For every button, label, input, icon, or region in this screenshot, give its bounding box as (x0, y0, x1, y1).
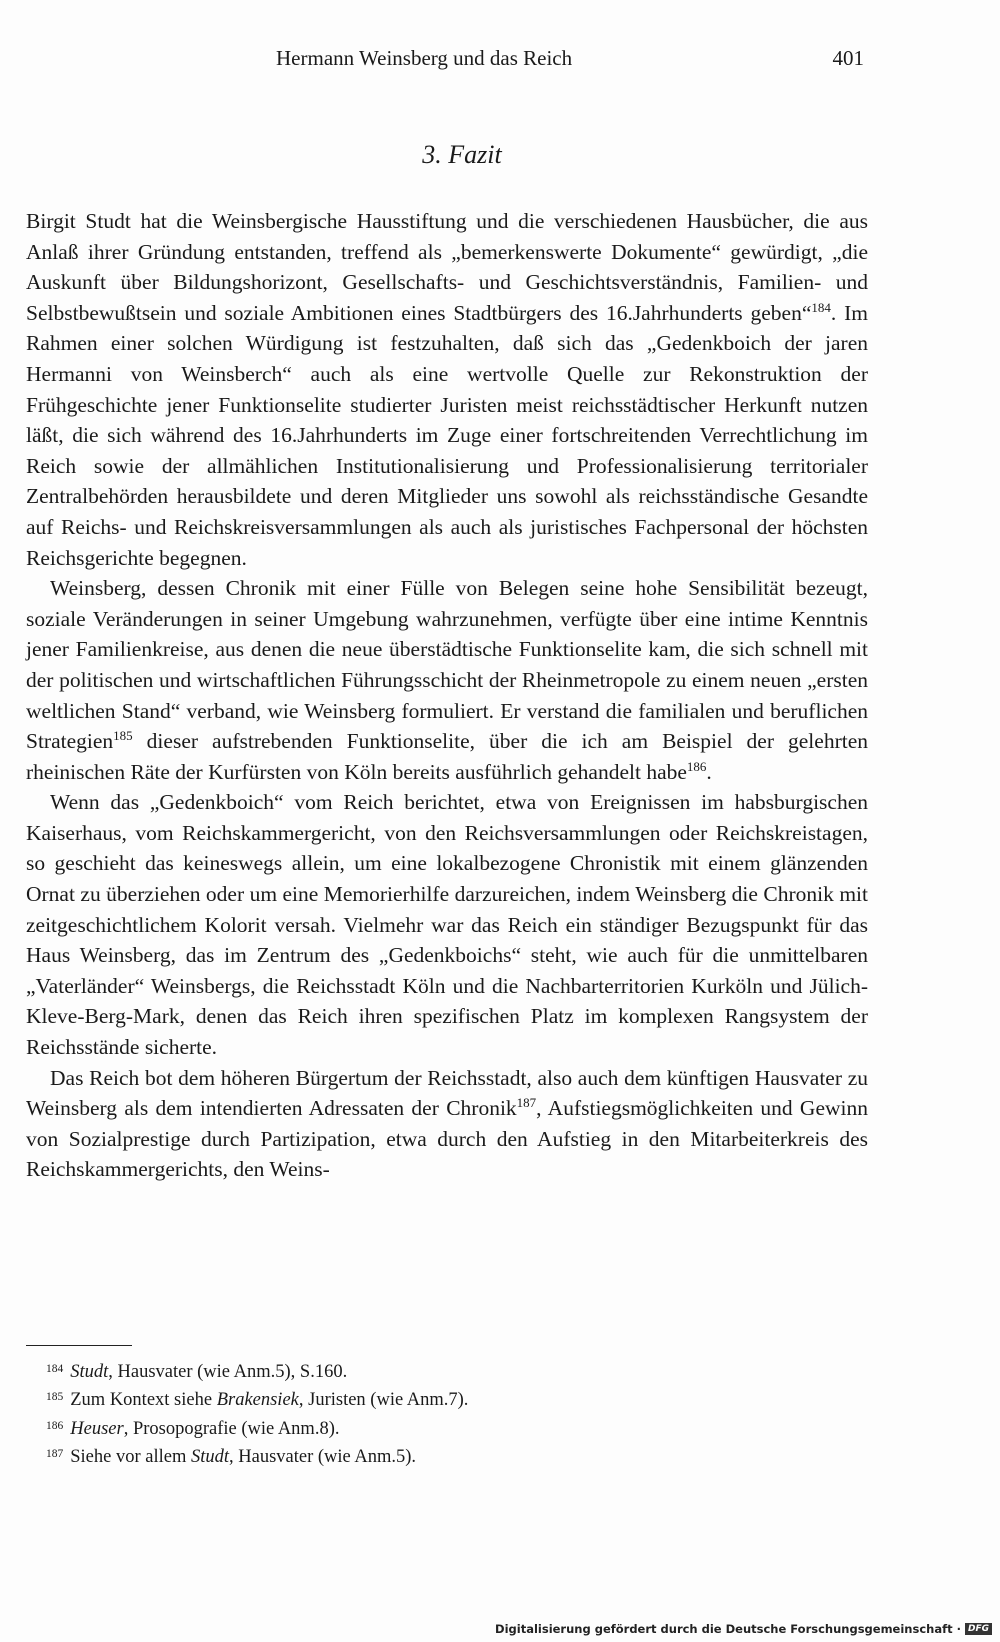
footnote-text: , Juristen (wie Anm.7). (298, 1390, 469, 1411)
footnote-reference: 187 (516, 1095, 537, 1111)
paragraph-text: Das Reich bot dem höheren Bürgertum der Reichsstadt, also auch dem künftigen Hausvater zu Weinsberg als dem intendierten Adressaten der Chronik (26, 1065, 868, 1121)
footnote-number: 185 (46, 1391, 64, 1404)
digitization-credit (495, 1622, 992, 1636)
running-title: Hermann Weinsberg und das Reich (276, 46, 573, 70)
body-text (26, 206, 868, 1185)
paragraph (26, 573, 868, 787)
footnote (46, 1414, 866, 1442)
paragraph (26, 1063, 868, 1185)
paragraph-text: , Aufstiegsmöglichkeiten und Gewinn von Sozialprestige durch Partizipation, etwa durch den Aufstieg in den Mitarbeiterkreis des Reichskammergerichts, den Weins- (26, 1096, 868, 1182)
footnote-author: Studt (190, 1447, 230, 1468)
paragraph-text: dieser aufstrebenden Funktionselite, über die ich am Beispiel der gelehrten rheinischen Räte der Kurfürsten von Köln bereits ausführlich gehandelt habe (26, 729, 868, 784)
paragraph-text: Weinsberg, dessen Chronik mit einer Fülle von Belegen seine hohe Sensibilität bezeugt, soziale Veränderungen in seiner Umgebung wahrzunehmen, verfügte über eine intime Kenntnis jener Familienkreise, aus denen die neue überstädtische Funktionselite kam, die sich schnell mit der politischen und wirtschaftlichen Führungsschicht der Rheinmetropole zu einem neuen „ersten weltlichen Stand“ verband, wie Weinsberg formuliert. Er verstand die familialen und beruflichen Strategien (26, 576, 868, 754)
footnote-text: , Hausvater (wie Anm.5), S.160. (108, 1362, 348, 1382)
footnote-text: , Hausvater (wie Anm.5). (229, 1447, 417, 1468)
section-title: 3. Fazit (422, 140, 502, 169)
footnote-number: 184 (46, 1363, 64, 1375)
footnotes (46, 1357, 866, 1471)
footnote-text: , Prosopografie (wie Anm.8). (123, 1418, 340, 1439)
paragraph-text: Birgit Studt hat die Weinsbergische Hausstiftung und die verschiedenen Hausbücher, die aus Anlaß ihrer Gründung entstanden, treffend als „bemerkenswerte Dokumente“ gewürdigt, „die Auskunft über Bildungshorizont, Gesellschafts- und Geschichtsverständnis, Familien- und Selbstbewußtsein und soziale Ambitionen eines Stadtbürgers des 16.Jahrhunderts geben“ (26, 209, 868, 325)
page-number: 401 (832, 46, 864, 70)
footnote-author: Brakensiek (216, 1390, 299, 1411)
footnote-number: 187 (46, 1448, 64, 1461)
footnote-reference: 186 (686, 758, 707, 774)
paragraph (26, 206, 868, 573)
footnote-divider (26, 1345, 132, 1346)
dfg-logo: DFG (965, 1623, 992, 1635)
footnote-text: Siehe vor allem (70, 1447, 191, 1468)
credit-text: Digitalisierung gefördert durch die Deutsche Forschungsgemeinschaft · (495, 1622, 961, 1636)
footnote-author: Heuser (70, 1418, 124, 1439)
footnote (46, 1442, 866, 1470)
footnote (46, 1357, 866, 1385)
paragraph-text: . Im Rahmen einer solchen Würdigung ist festzuhalten, daß sich das „Gedenkboich der jaren Hermanni von Weinsberch“ auch als eine wertvolle Quelle zur Rekonstruktion der Frühgeschichte jener Funktionselite studierter Juristen meist reichsstädtischer Herkunft nutzen läßt, die sich während des 16.Jahrhunderts im Zuge einer fortschreitenden Verrechtlichung im Reich sowie der allmählichen Institutionalisierung und Professionalisierung territorialer Zentralbehörden herausbildete und deren Mitglieder uns sowohl als reichsständische Gesandte auf Reichs- und Reichskreisversammlungen als auch als juristisches Fachpersonal der höchsten Reichsgerichte begegnen. (26, 300, 868, 570)
paragraph-text: Wenn das „Gedenkboich“ vom Reich berichtet, etwa von Ereignissen im habsburgischen Kaiserhaus, vom Reichskammergericht, von den Reichsversammlungen oder Reichskreistagen, so geschieht das keineswegs allein, um eine lokalbezogene Chronistik mit einem glänzenden Ornat zu überziehen oder um eine Memorierhilfe darzureichen, indem Weinsberg die Chronik mit zeitgeschichtlichem Kolorit versah. Vielmehr war das Reich ein ständiger Bezugspunkt für das Haus Weinsberg, das im Zentrum des „Gedenkboichs“ steht, wie auch für die unmittelbaren „Vaterländer“ Weinsbergs, die Reichsstadt Köln und die Nachbarterritorien Kurköln und Jülich-Kleve-Berg-Mark, denen das Reich ihren spezifischen Platz im komplexen Rangsystem der Reichsstände sicherte. (26, 790, 868, 1060)
footnote-text: Zum Kontext siehe (70, 1390, 217, 1411)
running-head (276, 46, 864, 76)
footnote-reference: 184 (811, 299, 831, 315)
footnote-reference: 185 (113, 727, 133, 743)
paragraph-text: . (706, 759, 712, 784)
footnote-author: Studt (70, 1362, 109, 1382)
footnote-number: 186 (46, 1419, 64, 1432)
footnote (46, 1385, 866, 1413)
paragraph (26, 787, 868, 1062)
